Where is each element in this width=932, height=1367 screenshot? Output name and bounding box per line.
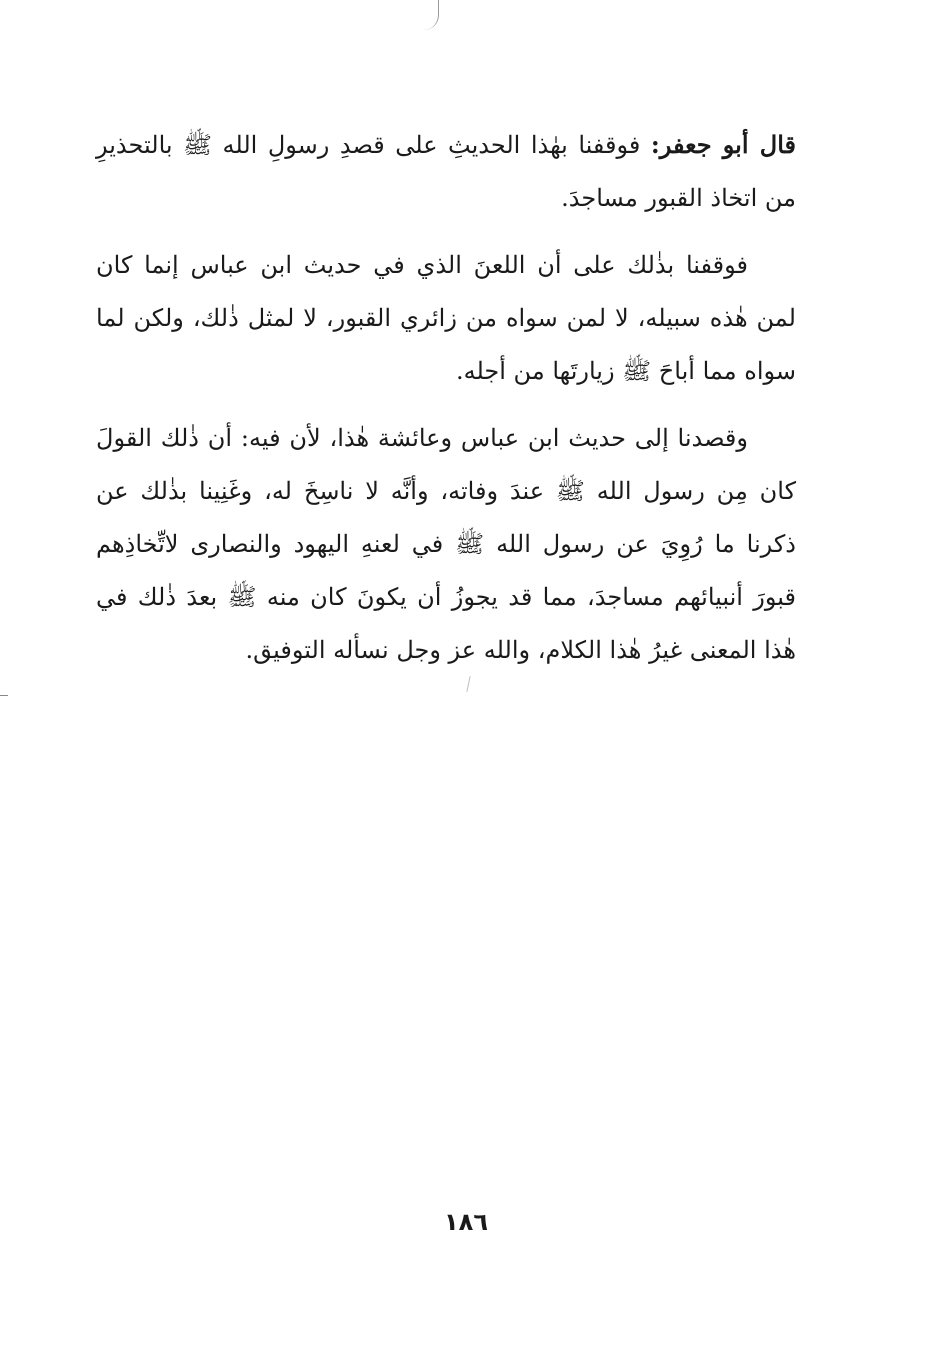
paragraph-lead: قال أبو جعفر: [650,130,796,159]
page-number: ١٨٦ [444,1208,488,1236]
paragraph-3 [96,412,796,677]
body-text [96,118,796,691]
scan-artifact-top [424,0,439,30]
paragraph-text: وقصدنا إلى حديث ابن عباس وعائشة هٰذا، لأن فيه: أن ذٰلك القولَ كان مِن رسول الله ﷺ عندَ وفاته، وأنَّه لا ناسِخَ له، وغَنِينا بذٰلك عن ذكرنا ما رُوِيَ عن رسول الله ﷺ في لعنهِ اليهود والنصارى لاتِّخاذِهم قبورَ أنبيائهم مساجدَ، مما قد يجوزُ أن يكونَ كان منه ﷺ بعدَ ذٰلك في هٰذا المعنى غيرُ هٰذا الكلام، والله عز وجل نسأله التوفيق. [96,424,796,664]
paragraph-text: فوقفنا بذٰلك على أن اللعنَ الذي في حديث ابن عباس إنما كان لمن هٰذه سبيله، لا لمن سواه من زائري القبور، لا لمثل ذٰلك، ولكن لما سواه مما أباحَ ﷺ زيارتَها من أجله. [96,251,796,385]
paragraph-text: فوقفنا بهٰذا الحديثِ على قصدِ رسولِ الله ﷺ بالتحذيرِ من اتخاذ القبور مساجدَ. [96,131,796,212]
scan-artifact-left [0,695,8,696]
paragraph-2 [96,239,796,398]
paragraph-1 [96,118,796,225]
